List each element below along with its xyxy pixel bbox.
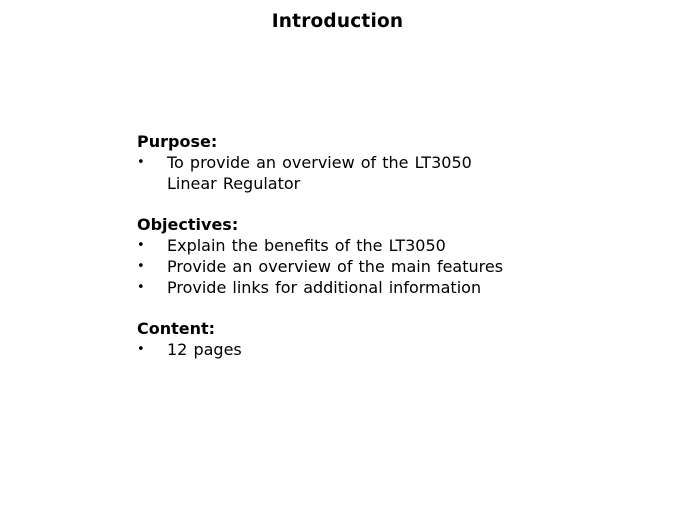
bullet-icon: • (137, 238, 145, 253)
bullet-list (137, 235, 567, 298)
section-heading: Content: (137, 319, 216, 338)
bullet-icon: • (137, 155, 145, 170)
bullet-list (137, 339, 567, 360)
content-section (137, 318, 567, 360)
list-item: • Explain the benefits of the LT3050 (137, 236, 446, 255)
bullet-icon: • (137, 280, 145, 295)
section-heading: Objectives: (137, 215, 239, 234)
bullet-icon: • (137, 259, 145, 274)
objectives-section (137, 214, 567, 298)
list-item: • To provide an overview of the LT3050 Linear Regulator (137, 153, 472, 193)
purpose-section (137, 131, 567, 194)
bullet-icon: • (137, 342, 145, 357)
list-item: • Provide an overview of the main features (137, 257, 504, 276)
section-heading: Purpose: (137, 132, 218, 151)
list-item: • 12 pages (137, 340, 242, 359)
slide-title: Introduction (271, 11, 404, 32)
slide-body (137, 131, 567, 380)
bullet-list (137, 152, 567, 194)
list-item: • Provide links for additional information (137, 278, 482, 297)
